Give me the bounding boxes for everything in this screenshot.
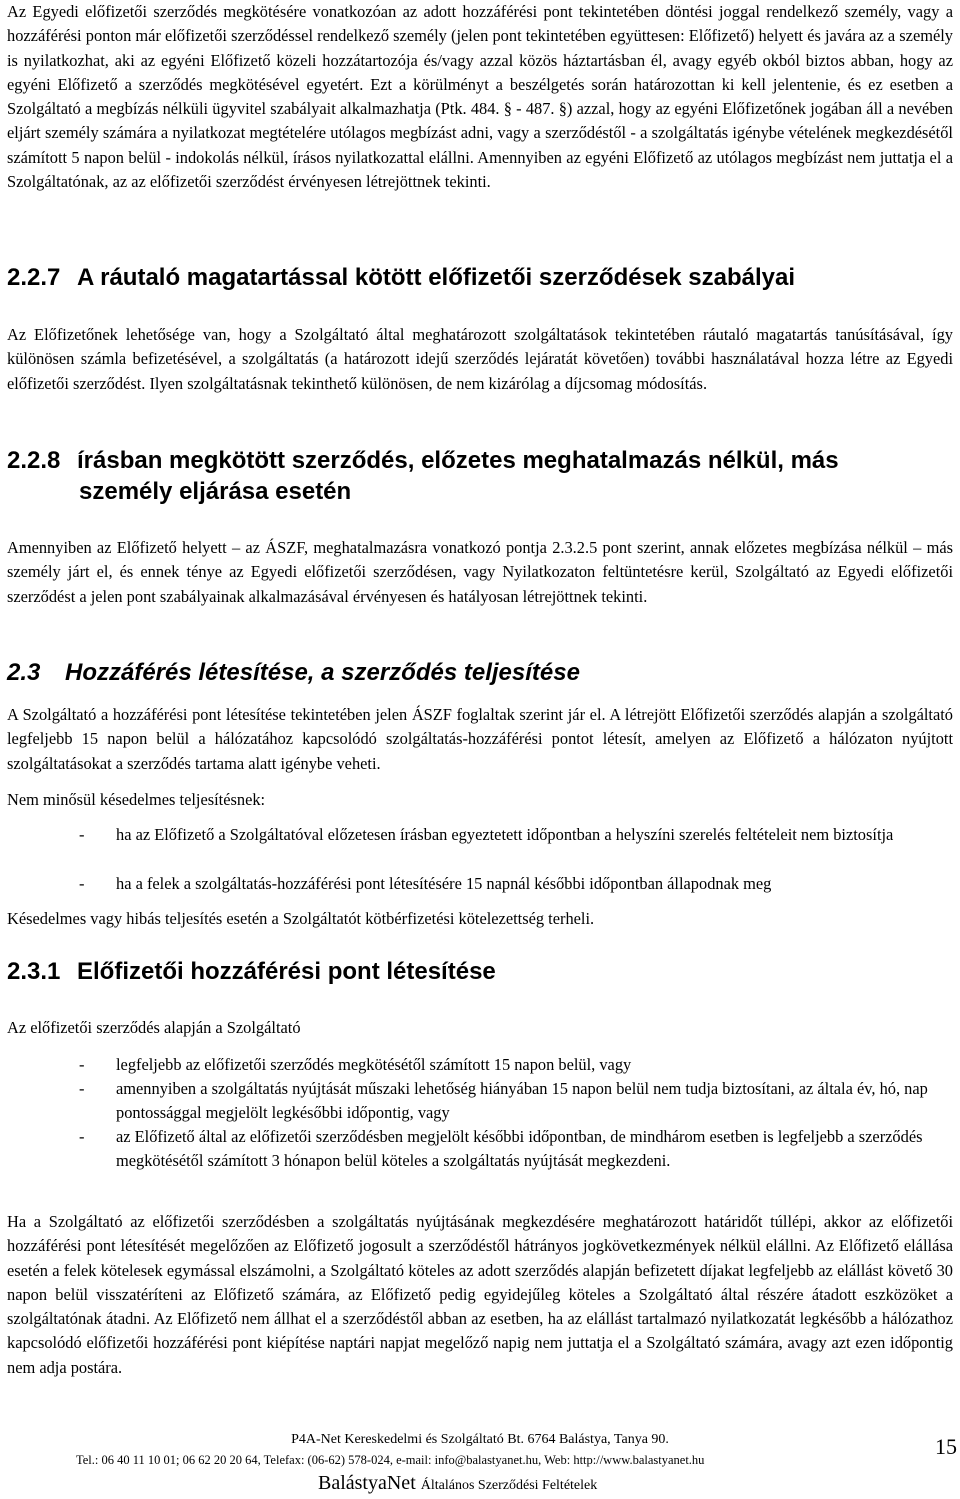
list-item-text: amennyiben a szolgáltatás nyújtását műszaki lehetőség hiányában 15 napon belül nem tudja biztosítani, az általa év, hó, nap pontossággal megjelölt legkésőbbi időpontig, vagy bbox=[116, 1079, 928, 1123]
list-item bbox=[0, 823, 953, 873]
list-marker: - bbox=[79, 874, 85, 893]
list-item bbox=[0, 1077, 953, 1127]
heading-number: 2.2.7 bbox=[7, 264, 61, 291]
list-item-text: legfeljebb az előfizetői szerződés megkötésétől számított 15 napon belül, vagy bbox=[116, 1055, 632, 1074]
heading-2-3-1 bbox=[7, 956, 496, 988]
heading-text: A ráutaló magatartással kötött előfizetői szerződések szabályai bbox=[77, 264, 796, 291]
heading-2-2-8 bbox=[7, 445, 839, 477]
list-item bbox=[0, 872, 953, 897]
list-item-text: ha az Előfizető a Szolgáltatóval előzetesen írásban egyeztetett időpontban a helyszíni szerelés feltételeit nem biztosítja bbox=[116, 825, 894, 844]
footer-brand: BalástyaNet bbox=[318, 1472, 416, 1494]
heading-2-2-8-line2: személy eljárása esetén bbox=[79, 478, 352, 505]
list-marker: - bbox=[79, 825, 85, 844]
paragraph-meghatalmazas: Amennyiben az Előfizető helyett – az ÁSZF, meghatalmazásra vonatkozó pontja 2.3.2.5 pont szerint, annak előzetes megbízása nélkül – más személy járt el, és ennek ténye az Egyedi előfizetői szerződésen, vagy Nyilatkozaton feltüntetésre kerül, Szolgáltató az Egyedi előfizetői szerződést a jelen pont szabályainak alkalmazásával érvényesen és hatályosan létrejöttnek tekinti. bbox=[7, 538, 953, 606]
heading-number: 2.3 bbox=[7, 659, 41, 686]
paragraph-hatarido-tullepes: Ha a Szolgáltató az előfizetői szerződésben a szolgáltatás nyújtásának megkezdésére meghatározott határidőt túllépi, akkor az előfizetői hozzáférési pont létesítését megelőzően az Előfizető jogosult a szerződéstől hátrányos jogkövetkezmények nélkül elállni. Az Előfizető elállása esetén a felek kötelesek egymással elszámolni, a Szolgáltató köteles az adott szerződés alapján befizetett díjakat legfeljebb az elállást követő 30 napon belül visszatéríteni az Előfizető számára, az Előfizető pedig egyidejűleg köteles a Szolgáltató által részére átadott eszközöket a szolgáltatónak átadni. Az Előfizető nem állhat el a szerződéstől abban az esetben, ha az elállást tartalmazó nyilatkozatát legkésőbb a hálózathoz kapcsolódó előfizetői hozzáférési pont kiépítése naptári napjat megelőző napig nem juttatja el a Szolgáltató számára, avagy azt ezen időpontig nem adja postára. bbox=[7, 1212, 953, 1377]
paragraph-egyedi-elofizetoi: Az Egyedi előfizetői szerződés megkötésére vonatkozóan az adott hozzáférési pont tekintetében döntési joggal rendelkező személy, vagy a hozzáférési ponton már előfizetői szerződéssel rendelkező személy (jelen pont tekintetében együttesen: Előfizető) helyett és javára az a személy is nyilatkozhat, aki az egyéni Előfizető közeli hozzátartozója és/vagy azzal közös háztartásban él, avagy egyéb okból biztos abban, hogy az egyéni Előfizető a szerződés megkötésével egyetért. Ezt a körülményt a beszélgetés során határozottan ki kell jelentenie, és ez esetben a Szolgáltató a megbízás nélküli ügyvitel szabályait alkalmazhatja (Ptk. 484. § - 487. §) azzal, hogy az egyéni Előfizetőnek jogában áll a nevében eljárt személy számára a nyilatkozat megtételére utólagos megbízást adni, vagy a szerződéstől - a szolgáltatás igénybe vételének megkezdésétől számított 5 napon belül - indokolás nélkül, írásos nyilatkozattal elállni. Amennyiben az egyéni Előfizető az utólagos megbízást nem juttatja el a Szolgáltatónak, az az előfizetői szerződést érvényesen létrejöttnek tekinti. bbox=[7, 2, 953, 192]
paragraph-hozzaferes: A Szolgáltató a hozzáférési pont létesítése tekintetében jelen ÁSZF foglaltak szerint jár el. A létrejött Előfizetői szerződés alapján a szolgáltató legfeljebb 15 napon belül a hálózatához kapcsolódó szolgáltatás-hozzáférési pontot létesít, amelyen az Előfizető a hálózaton nyújtott szolgáltatásokat a szerződés tartama alatt igénybe veheti. bbox=[7, 705, 953, 773]
paragraph-elofizetoi-szerzodes: Az előfizetői szerződés alapján a Szolgáltató bbox=[7, 1018, 301, 1037]
list-item-text: ha a felek a szolgáltatás-hozzáférési pont létesítésére 15 napnál későbbi időpontban állapodnak meg bbox=[116, 874, 772, 893]
heading-text: Hozzáférés létesítése, a szerződés teljesítése bbox=[65, 659, 580, 686]
heading-text: írásban megkötött szerződés, előzetes meghatalmazás nélkül, más bbox=[77, 447, 839, 474]
paragraph-kesedelmes: Késedelmes vagy hibás teljesítés esetén a Szolgáltatót kötbérfizetési kötelezettség terheli. bbox=[7, 909, 595, 928]
heading-2-2-7 bbox=[7, 262, 795, 294]
list-marker: - bbox=[79, 1055, 85, 1074]
footer-company: P4A-Net Kereskedelmi és Szolgáltató Bt. 6764 Balástya, Tanya 90. bbox=[291, 1432, 669, 1447]
footer-contact: Tel.: 06 40 11 10 01; 06 62 20 20 64, Telefax: (06-62) 578-024, e-mail: info@balastyanet.hu, Web: http://www.balastyanet.hu bbox=[76, 1453, 705, 1467]
heading-number: 2.2.8 bbox=[7, 447, 61, 474]
footer-doc-title: Általános Szerződési Feltételek bbox=[420, 1478, 598, 1493]
list-item bbox=[0, 1053, 953, 1078]
paragraph-rautalo: Az Előfizetőnek lehetősége van, hogy a Szolgáltató által meghatározott szolgáltatások tekintetében ráutaló magatartás tanúsításával, így különösen számla befizetésével, a szolgáltatás (a határozott idejű szerződés lejáratát követően) további használatával hozza létre az Egyedi előfizetői szerződést. Ilyen szolgáltatásnak tekinthető különösen, de nem kizárólag a díjcsomag módosítás. bbox=[7, 325, 953, 393]
heading-text: Előfizetői hozzáférési pont létesítése bbox=[77, 958, 496, 985]
heading-number: 2.3.1 bbox=[7, 958, 61, 985]
list-item bbox=[0, 1125, 953, 1200]
page-number: 15 bbox=[935, 1434, 957, 1459]
paragraph-nem-minosul: Nem minősül késedelmes teljesítésnek: bbox=[7, 790, 266, 809]
list-marker: - bbox=[79, 1079, 85, 1098]
list-item-text: az Előfizető által az előfizetői szerződésben megjelölt későbbi időpontban, de mindhárom esetben is legfeljebb a szerződés megkötésétől számított 3 hónapon belül köteles a szolgáltatás nyújtását megkezdeni. bbox=[116, 1127, 923, 1171]
list-marker: - bbox=[79, 1127, 85, 1146]
footer-brand-line bbox=[318, 1470, 597, 1499]
heading-2-3 bbox=[7, 657, 580, 689]
